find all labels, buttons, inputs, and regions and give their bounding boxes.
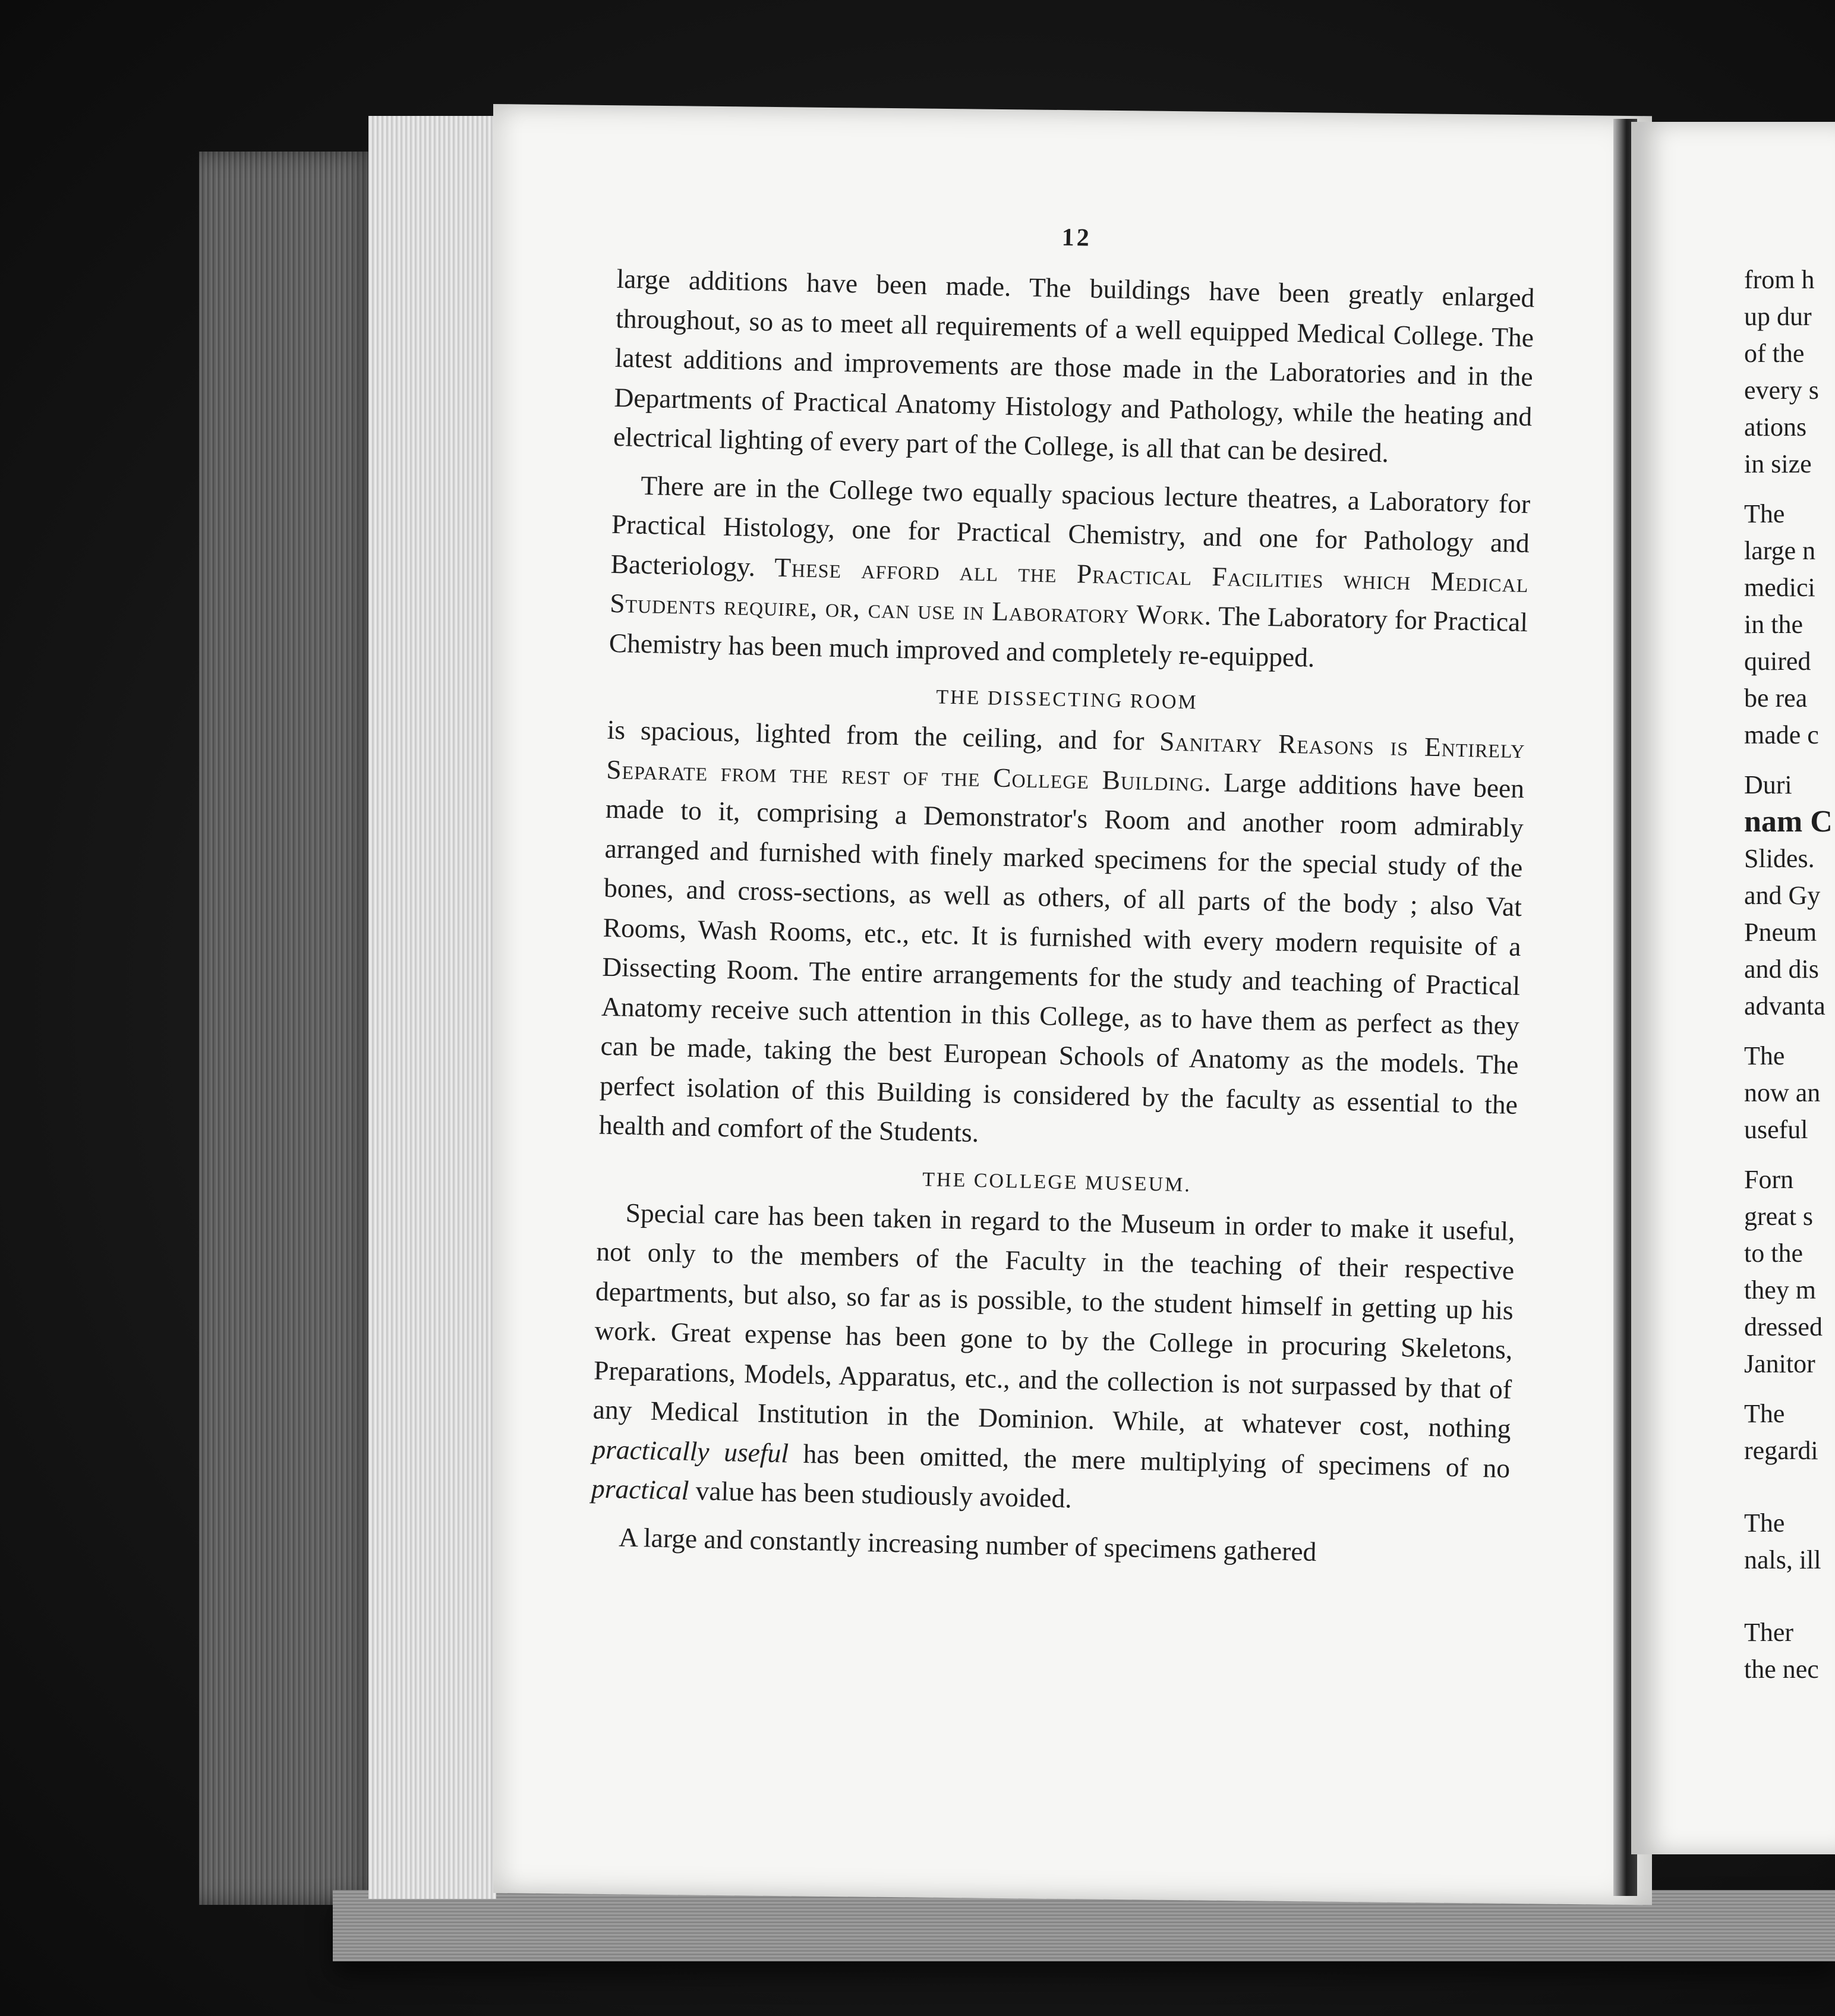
right-line: Pneum (1744, 918, 1817, 947)
right-line: the nec (1744, 1655, 1819, 1684)
paragraph-4-text-c: value has been studiously avoided. (688, 1475, 1073, 1514)
right-gap (1744, 483, 1835, 496)
page-number: 12 (1061, 223, 1092, 252)
right-line: The (1744, 499, 1785, 528)
right-line: be rea (1744, 683, 1808, 713)
right-line: Janitor (1744, 1349, 1815, 1378)
right-gap (1744, 1025, 1835, 1038)
right-line: ations (1744, 412, 1807, 442)
paragraph-2 (608, 465, 1531, 682)
right-line: of the (1744, 339, 1805, 368)
paragraph-3 (598, 710, 1525, 1164)
right-gap (1744, 1469, 1835, 1505)
paragraph-4-italic-1: practically useful (591, 1434, 789, 1468)
right-gap (1744, 1579, 1835, 1614)
right-line: Slides. (1744, 844, 1815, 873)
right-line: made c (1744, 720, 1819, 749)
heading-dissecting-room: THE DISSECTING ROOM (935, 686, 1199, 714)
paragraph-3-text-b: Large additions have been made to it, comprising a Demonstrator's Room and another room admirably arranged and furnished with finely marked specimens for the special study of the bones, and cross-sections, as well as others, of all parts of the body ; also Vat Rooms, Wash Rooms, etc., etc. It is furnished with every modern requisite of a Dissecting Room. The entire arrangements for the study and teaching of Practical Anatomy receive such attention in this College, as to have them as perfect as they can be made, taking the best European Schools of Anatomy as the models. The perfect isolation of this Building is considered by the faculty as essential to the health and comfort of the Students. (598, 766, 1525, 1148)
right-line: The (1744, 1508, 1785, 1538)
right-line: and Gy (1744, 881, 1821, 910)
right-line: medici (1744, 573, 1815, 602)
book-page-edges-left (199, 152, 377, 1905)
right-line: useful (1744, 1115, 1808, 1144)
paragraph-2-text-b: The Laboratory for Practical Chemistry has been much improved and completely re-equipped. (608, 600, 1528, 673)
right-line: Duri (1744, 770, 1792, 799)
right-line: large n (1744, 536, 1816, 565)
right-line: up dur (1744, 302, 1812, 331)
paragraph-5: A large and constantly increasing number of specimens gathered (618, 1522, 1317, 1567)
paragraph-4-italic-2: practical (591, 1473, 689, 1505)
right-line: to the (1744, 1239, 1803, 1268)
right-line: Ther (1744, 1618, 1794, 1647)
right-line: The (1744, 1041, 1785, 1070)
right-line: Forn (1744, 1165, 1794, 1194)
right-line: in the (1744, 610, 1803, 639)
right-line: great s (1744, 1202, 1814, 1231)
paragraph-2-smallcaps: These afford all the Practical Facilities which Medical Students require, or, can use in Laboratory Work. (609, 552, 1529, 631)
paragraph-2-text-a: There are in the College two equally spacious lecture theatres, a Laboratory for Practical Histology, one for Practical Chemistry, and one for Pathology and Bacteriology. (610, 470, 1531, 582)
paragraph-3-text-a: is spacious, lighted from the ceiling, and for (607, 714, 1160, 757)
right-line: regardi (1744, 1436, 1818, 1465)
right-line: nam C (1744, 805, 1833, 839)
right-gap (1744, 754, 1835, 767)
page-stack (368, 116, 496, 1899)
right-line: from h (1744, 265, 1815, 294)
right-line: and dis (1744, 955, 1819, 984)
paragraph-3-smallcaps: Sanitary Reasons is Entirely Separate from the rest of the College Building. (606, 726, 1526, 797)
right-page-text (1744, 262, 1835, 1688)
left-page-text (589, 214, 1536, 1584)
right-line: The (1744, 1399, 1785, 1428)
paragraph-4-text-b: has been omitted, the mere multiplying of specimens of no (788, 1437, 1511, 1483)
right-line: dressed (1744, 1312, 1823, 1341)
right-gap (1744, 1148, 1835, 1161)
right-gap (1744, 1382, 1835, 1396)
heading-college-museum: THE COLLEGE MUSEUM. (922, 1168, 1192, 1196)
right-line: every s (1744, 376, 1819, 405)
right-line: now an (1744, 1078, 1821, 1107)
right-line: quired (1744, 647, 1811, 676)
right-line: in size (1744, 449, 1812, 478)
paragraph-4 (591, 1192, 1515, 1527)
paragraph-1: large additions have been made. The buildings have been greatly enlarged throughout, so as to meet all requirements of a well equipped Medical College. The latest additions and improvements are those made in the Laboratories and in the Departments of Practical Anatomy Histology and Pathology, while the heating and electrical lighting of every part of the College, is all that can be desired. (613, 263, 1535, 468)
right-line: advanta (1744, 991, 1825, 1020)
paragraph-4-text-a: Special care has been taken in regard to the Museum in order to make it useful, not only to the members of the Faculty in the teaching of their respective departments, but also, so far as is possible, to the student himself in getting up his work. Great expense has been gone to by the College in procuring Skeletons, Preparations, Models, Apparatus, etc., and the collection is not surpassed by that of any Medical Institution in the Dominion. While, at whatever cost, nothing (592, 1197, 1516, 1444)
right-line: they m (1744, 1275, 1816, 1305)
right-line: nals, ill (1744, 1545, 1821, 1574)
